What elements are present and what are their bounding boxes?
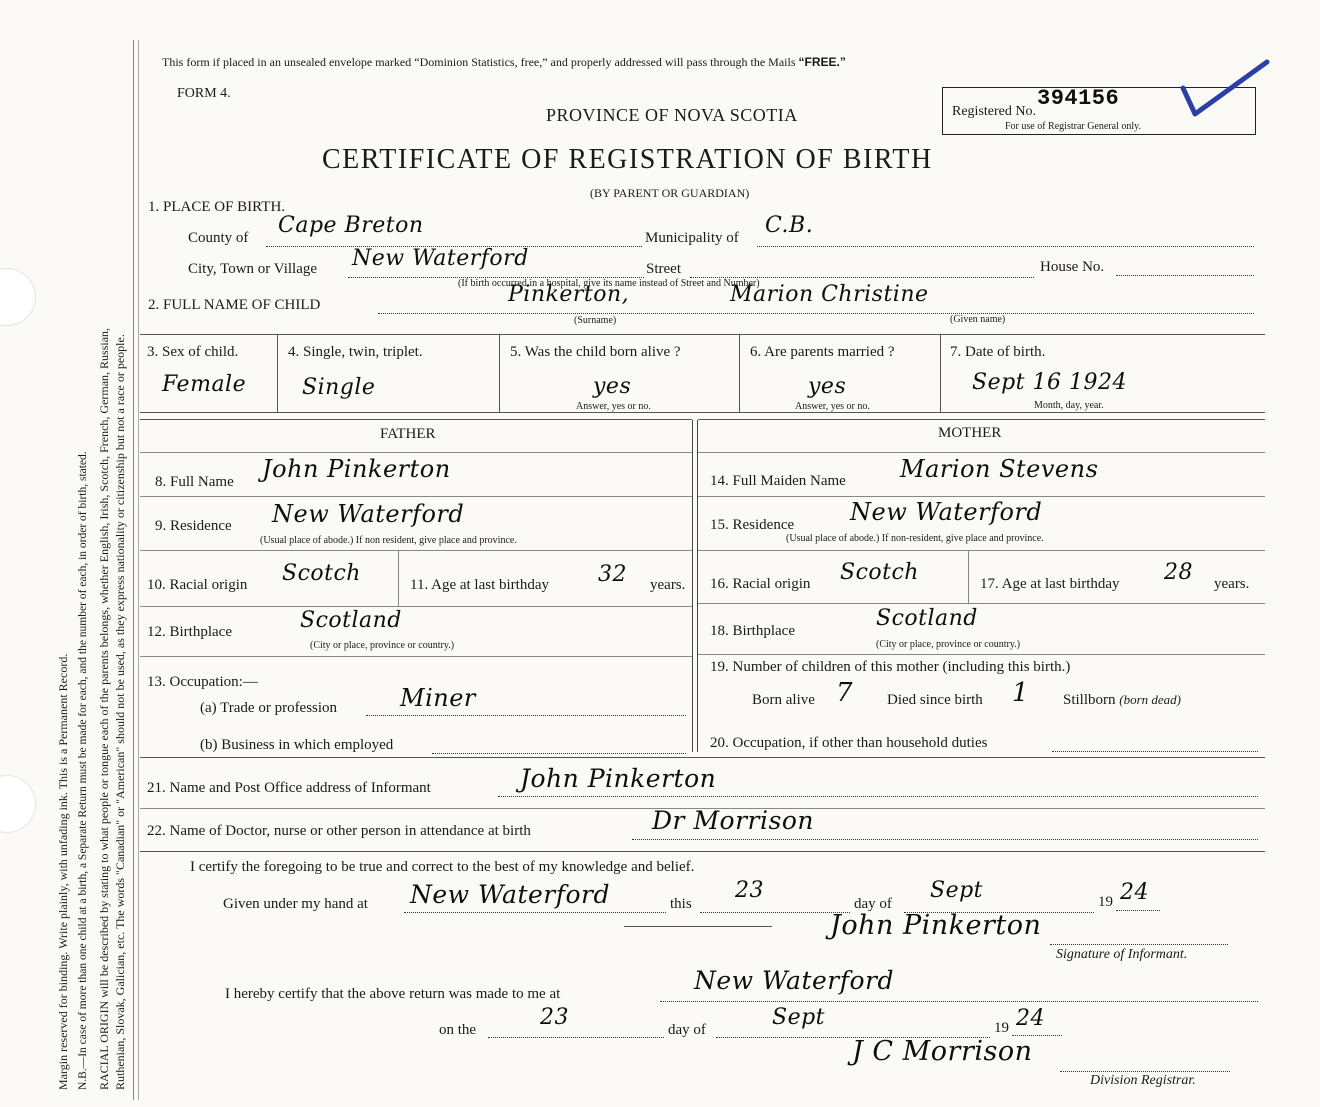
alive-note: Answer, yes or no. bbox=[576, 401, 651, 412]
mother-name-value: Marion Stevens bbox=[900, 455, 1099, 483]
parents-divider bbox=[697, 420, 698, 752]
doctor-value: Dr Morrison bbox=[652, 806, 814, 835]
cell-divider bbox=[968, 551, 969, 603]
place-heading: 1. PLACE OF BIRTH. bbox=[148, 199, 286, 215]
given-line bbox=[404, 911, 666, 913]
died-label: Died since birth bbox=[887, 692, 983, 708]
married-note: Answer, yes or no. bbox=[795, 401, 870, 412]
married-label: 6. Are parents married ? bbox=[750, 344, 895, 360]
certificate-subtitle: (BY PARENT OR GUARDIAN) bbox=[590, 186, 750, 200]
row-rule bbox=[698, 654, 1265, 655]
registrar-statement: I hereby certify that the above return was made to me at bbox=[225, 986, 561, 1002]
row-rule bbox=[140, 550, 692, 551]
child-name-label: 2. FULL NAME OF CHILD bbox=[148, 297, 321, 313]
row-rule bbox=[698, 603, 1265, 604]
born-alive-label: Born alive bbox=[752, 692, 815, 708]
row-rule bbox=[140, 496, 692, 497]
house-label: House No. bbox=[1040, 259, 1105, 275]
father-birthplace-value: Scotland bbox=[300, 608, 402, 633]
informant-value: John Pinkerton bbox=[520, 764, 717, 793]
doctor-line bbox=[632, 838, 1258, 840]
father-race-label: 10. Racial origin bbox=[147, 577, 248, 593]
trade-line bbox=[366, 714, 686, 716]
postal-notice-text: This form if placed in an unsealed envelope marked “Dominion Statistics, free,” and properly addressed will pass through the Mails bbox=[162, 55, 796, 69]
margin-note-1: Margin reserved for binding. Write plainly, with unfading ink. This is a Permanent Record. bbox=[56, 653, 70, 1090]
parents-divider bbox=[692, 420, 693, 752]
certificate-title: CERTIFICATE OF REGISTRATION OF BIRTH bbox=[322, 144, 933, 175]
father-name-label: 8. Full Name bbox=[155, 474, 234, 490]
on-the-line bbox=[488, 1036, 664, 1038]
father-trade-value: Miner bbox=[400, 684, 476, 712]
row-rule bbox=[140, 452, 692, 453]
certify-year-prefix: 19 bbox=[1098, 894, 1113, 910]
dob-value: Sept 16 1924 bbox=[972, 370, 1127, 395]
year-line bbox=[1116, 909, 1160, 911]
father-birthplace-note: (City or place, province or country.) bbox=[310, 640, 455, 651]
county-value: Cape Breton bbox=[278, 213, 424, 238]
city-value: New Waterford bbox=[352, 246, 529, 271]
child-surname: Pinkerton, bbox=[508, 282, 630, 307]
registrar-place-line bbox=[660, 1000, 1258, 1002]
municipality-line bbox=[757, 245, 1254, 247]
row-rule bbox=[698, 452, 1265, 453]
binding-hole-bottom bbox=[0, 775, 36, 833]
postal-notice bbox=[162, 55, 846, 70]
certify-statement: I certify the foregoing to be true and correct to the best of my knowledge and belief. bbox=[190, 859, 695, 875]
mother-occupation-line bbox=[1052, 750, 1258, 752]
father-occupation-label: 13. Occupation:— bbox=[147, 674, 258, 690]
margin-line bbox=[133, 40, 134, 1100]
mother-residence-label: 15. Residence bbox=[710, 517, 795, 533]
registrar-signature-line bbox=[1060, 1070, 1230, 1072]
city-label: City, Town or Village bbox=[188, 261, 318, 277]
row-rule bbox=[698, 550, 1265, 551]
parents-bottom-rule bbox=[140, 757, 1265, 758]
informant-signature: John Pinkerton bbox=[830, 910, 1042, 941]
this-line bbox=[700, 911, 850, 913]
stillborn-note: (born dead) bbox=[1119, 692, 1182, 707]
father-heading: FATHER bbox=[380, 426, 436, 442]
alive-label: 5. Was the child born alive ? bbox=[510, 344, 681, 360]
registered-label: Registered No. bbox=[952, 104, 1036, 119]
mother-heading: MOTHER bbox=[938, 425, 1002, 441]
registrar-year-prefix: 19 bbox=[994, 1020, 1009, 1036]
registrar-signature: J C Morrison bbox=[852, 1036, 1033, 1067]
margin-note-4: Ruthenian, Slovak, Galician, etc. The words "Canadian" or "American" should not be used, as they express nationality or citizenship but not a race or people. bbox=[113, 334, 127, 1090]
this-label: this bbox=[670, 896, 692, 912]
surname-note: (Surname) bbox=[574, 315, 617, 326]
signature-line bbox=[1050, 943, 1228, 945]
parents-top-rule bbox=[140, 419, 692, 420]
sex-value: Female bbox=[162, 372, 247, 397]
cell-divider bbox=[398, 551, 399, 606]
day-of-label: day of bbox=[854, 896, 892, 912]
signature-label: Signature of Informant. bbox=[1056, 947, 1188, 962]
father-trade-label: (a) Trade or profession bbox=[200, 700, 338, 716]
mother-residence-value: New Waterford bbox=[850, 498, 1043, 526]
father-residence-label: 9. Residence bbox=[155, 518, 232, 534]
father-birthplace-label: 12. Birthplace bbox=[147, 624, 232, 640]
check-mark-icon bbox=[1175, 56, 1271, 120]
mother-years: years. bbox=[1214, 576, 1250, 592]
mother-birthplace-value: Scotland bbox=[876, 606, 978, 631]
dob-label: 7. Date of birth. bbox=[950, 344, 1046, 360]
county-label: County of bbox=[188, 230, 249, 246]
given-note: (Given name) bbox=[950, 314, 1006, 325]
mother-race-value: Scotch bbox=[840, 560, 919, 585]
father-residence-value: New Waterford bbox=[272, 500, 465, 528]
mother-occupation-label: 20. Occupation, if other than household duties bbox=[710, 735, 988, 751]
given-label: Given under my hand at bbox=[223, 896, 368, 912]
municipality-value: C.B. bbox=[765, 213, 814, 238]
mother-age-value: 28 bbox=[1164, 560, 1193, 585]
sex-label: 3. Sex of child. bbox=[147, 344, 239, 360]
father-residence-note: (Usual place of abode.) If non resident, give place and province. bbox=[260, 535, 517, 546]
short-rule bbox=[624, 926, 772, 927]
margin-note-2: N.B.—In case of more than one child at a birth, a Separate Return must be made for each, and the number of each, in order of birth, stated. bbox=[77, 451, 89, 1090]
mother-birthplace-note: (City or place, province or country.) bbox=[876, 639, 1021, 650]
given-place: New Waterford bbox=[410, 880, 610, 909]
municipality-label: Municipality of bbox=[645, 230, 739, 246]
registrar-day: 23 bbox=[540, 1005, 569, 1030]
street-label: Street bbox=[646, 261, 681, 277]
mother-age-label: 17. Age at last birthday bbox=[980, 576, 1120, 592]
married-value: yes bbox=[808, 374, 847, 399]
grid-divider bbox=[739, 334, 740, 412]
row-rule bbox=[140, 606, 692, 607]
died-value: 1 bbox=[1012, 678, 1030, 708]
registrar-place: New Waterford bbox=[694, 966, 894, 995]
father-age-label: 11. Age at last birthday bbox=[410, 577, 549, 593]
margin-line bbox=[138, 40, 139, 1100]
margin-note-3: RACIAL ORIGIN will be described by stating to what people or tongue each of the parents belongs, whether English, Irish, Scotch, French, German, Russian, bbox=[97, 327, 111, 1090]
single-label: 4. Single, twin, triplet. bbox=[288, 344, 423, 360]
informant-line bbox=[498, 795, 1258, 797]
registrar-month: Sept bbox=[772, 1005, 826, 1030]
on-the-label: on the bbox=[439, 1022, 477, 1038]
born-alive-value: 7 bbox=[836, 678, 854, 708]
grid-top-rule bbox=[140, 334, 1265, 335]
hospital-note: (If birth occurred in a hospital, give its name instead of Street and Number) bbox=[458, 278, 760, 289]
child-name-line bbox=[378, 312, 1254, 314]
this-value: 23 bbox=[735, 878, 764, 903]
certify-year: 24 bbox=[1120, 880, 1149, 905]
registrar-year: 24 bbox=[1016, 1006, 1045, 1031]
grid-divider bbox=[940, 334, 941, 412]
parents-top-rule bbox=[698, 419, 1265, 420]
single-value: Single bbox=[302, 375, 376, 400]
grid-bottom-rule bbox=[140, 412, 1265, 413]
postal-notice-free: “FREE.” bbox=[798, 55, 846, 69]
registrar-day-of-label: day of bbox=[668, 1022, 706, 1038]
row-rule bbox=[698, 496, 1265, 497]
stillborn-text: Stillborn bbox=[1063, 692, 1116, 708]
form-number: FORM 4. bbox=[177, 86, 231, 101]
mother-race-label: 16. Racial origin bbox=[710, 576, 811, 592]
house-line bbox=[1116, 274, 1254, 276]
registered-number: 394156 bbox=[1037, 86, 1120, 111]
registrar-signature-label: Division Registrar. bbox=[1090, 1073, 1196, 1088]
mother-birthplace-label: 18. Birthplace bbox=[710, 623, 795, 639]
father-age-value: 32 bbox=[598, 562, 627, 587]
mother-residence-note: (Usual place of abode.) If non-resident, give place and province. bbox=[786, 533, 1044, 544]
alive-value: yes bbox=[593, 374, 632, 399]
grid-divider bbox=[499, 334, 500, 412]
row-rule bbox=[140, 851, 1265, 852]
father-business-label: (b) Business in which employed bbox=[200, 737, 394, 753]
binding-hole-top bbox=[0, 268, 36, 326]
informant-label: 21. Name and Post Office address of Informant bbox=[147, 780, 431, 796]
doctor-label: 22. Name of Doctor, nurse or other person in attendance at birth bbox=[147, 823, 531, 839]
mother-children-label: 19. Number of children of this mother (including this birth.) bbox=[710, 659, 1071, 675]
child-given-name: Marion Christine bbox=[730, 282, 929, 307]
mother-name-label: 14. Full Maiden Name bbox=[710, 473, 846, 489]
certify-month: Sept bbox=[930, 878, 984, 903]
grid-divider bbox=[277, 334, 278, 412]
father-years: years. bbox=[650, 577, 686, 593]
father-name-value: John Pinkerton bbox=[262, 455, 451, 483]
row-rule bbox=[140, 656, 692, 657]
dob-note: Month, day, year. bbox=[1034, 400, 1104, 411]
registrar-note: For use of Registrar General only. bbox=[1005, 121, 1141, 132]
province-title: PROVINCE OF NOVA SCOTIA bbox=[546, 105, 798, 125]
father-race-value: Scotch bbox=[282, 561, 361, 586]
business-line bbox=[432, 752, 686, 754]
stillborn-label bbox=[1063, 692, 1181, 709]
